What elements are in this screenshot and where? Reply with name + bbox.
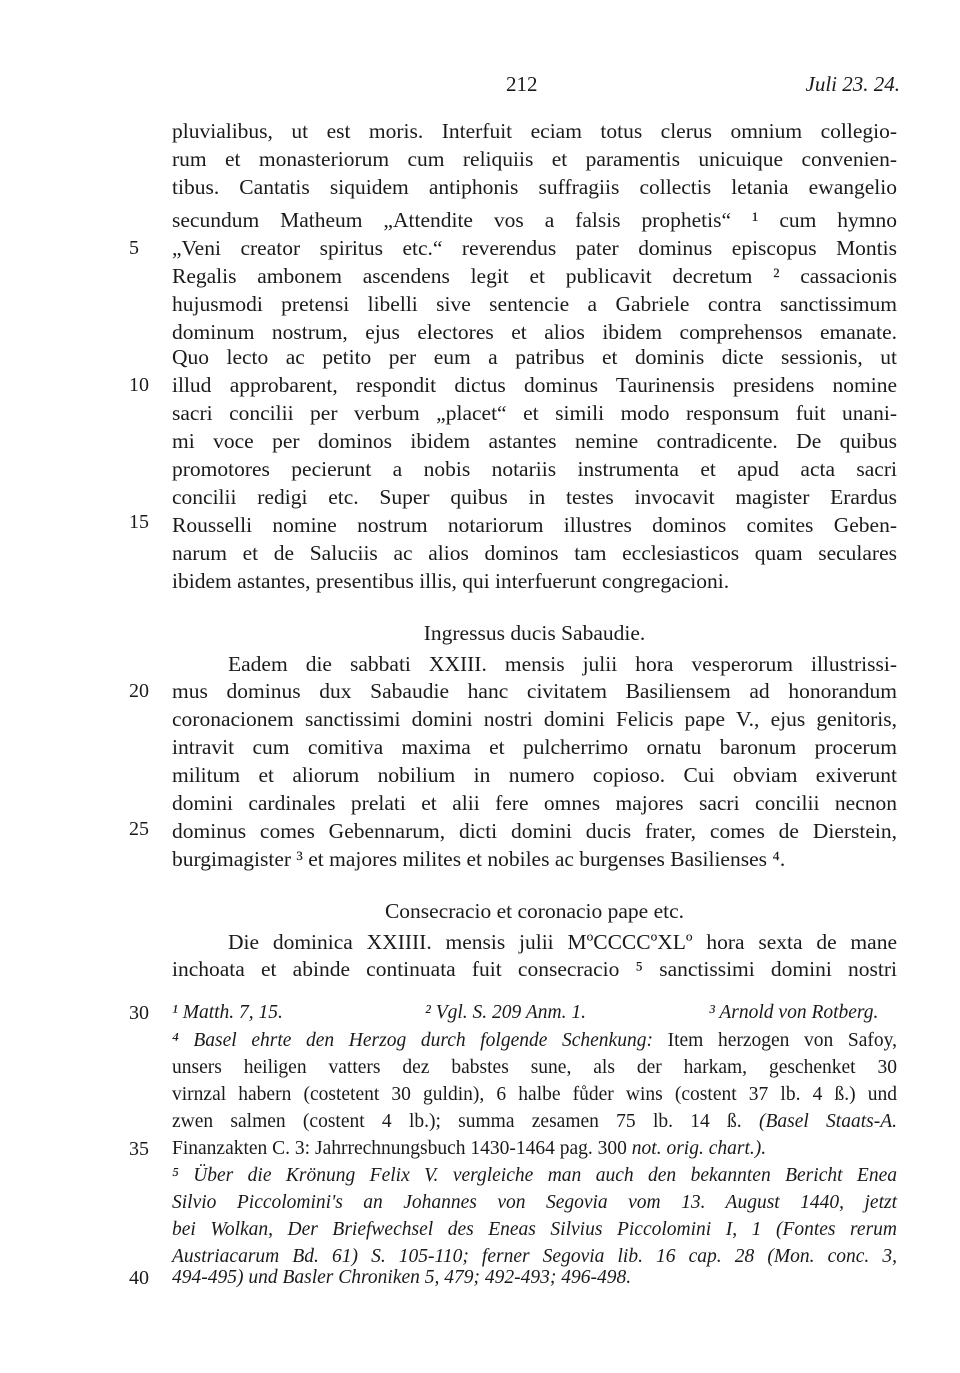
text-line: Die dominica XXIIII. mensis julii MºCCCCºXLº hora sexta de mane: [228, 930, 897, 954]
footnote-line: [172, 1135, 897, 1163]
line-number: 5: [129, 237, 139, 259]
footnote-4-source: (Basel Staats-A.: [758, 1111, 897, 1132]
text-line: ibidem astantes, presentibus illis, qui interfuerunt congregacioni.: [172, 569, 730, 593]
footnote-line: 494-495) und Basler Chroniken 5, 479; 492-493; 496-498.: [172, 1267, 632, 1288]
footnote-3: ³ Arnold von Rotberg.: [709, 1002, 879, 1023]
line-number: 25: [129, 818, 149, 840]
text-line: secundum Matheum „Attendite vos a falsis prophetis“ ¹ cum hymno: [172, 208, 897, 232]
line-number: 40: [129, 1267, 149, 1289]
text-line: Regalis ambonem ascendens legit et publicavit decretum ² cassacionis: [172, 264, 897, 288]
footnote-2: ² Vgl. S. 209 Anm. 1.: [425, 1002, 586, 1023]
text-line: dominum nostrum, ejus electores et alios ibidem comprehensos emanate.: [172, 320, 897, 344]
line-number: 10: [129, 374, 149, 396]
footnote-4-ref-end: not. orig. chart.).: [631, 1138, 767, 1159]
footnote-line: ⁵ Über die Krönung Felix V. vergleiche man auch den bekannten Bericht Enea: [172, 1165, 897, 1186]
footnote-line: [172, 1027, 897, 1055]
text-line: hujusmodi pretensi libelli sive sentencie a Gabriele contra sanctissimum: [172, 292, 897, 316]
text-line: intravit cum comitiva maxima et pulcherrimo ornatu baronum procerum: [172, 735, 897, 759]
line-number: 30: [129, 1002, 149, 1024]
text-line: concilii redigi etc. Super quibus in testes invocavit magister Erardus: [172, 485, 897, 509]
footnote-4-intro: ⁴ Basel ehrte den Herzog durch folgende Schenkung:: [172, 1030, 653, 1051]
text-line: narum et de Saluciis ac alios dominos tam ecclesiasticos quam seculares: [172, 541, 897, 565]
section-heading: Ingressus ducis Sabaudie.: [423, 621, 646, 645]
section-heading: Consecracio et coronacio pape etc.: [384, 899, 685, 923]
text-line: Rousselli nomine nostrum notariorum illustres dominos comites Geben-: [172, 513, 897, 537]
text-line: mus dominus dux Sabaudie hanc civitatem Basiliensem ad honorandum: [172, 679, 897, 703]
text-line: promotores pecierunt a nobis notariis instrumenta et apud acta sacri: [172, 457, 897, 481]
footnote-line: [172, 1108, 897, 1136]
footnote-line: unsers heiligen vatters dez babstes sune, als der harkam, geschenket 30: [172, 1057, 897, 1078]
text-line: domini cardinales prelati et alii fere omnes majores sacri concilii necnon: [172, 791, 897, 815]
text-line: pluvialibus, ut est moris. Interfuit eciam totus clerus omnium collegio-: [172, 119, 897, 143]
text-line: dominus comes Gebennarum, dicti domini ducis frater, comes de Dierstein,: [172, 819, 897, 843]
text-line: Eadem die sabbati XXIII. mensis julii hora vesperorum illustrissi-: [228, 652, 897, 676]
text-line: Quo lecto ac petito per eum a patribus et dominis dicte sessionis, ut: [172, 345, 897, 369]
text-line: sacri concilii per verbum „placet“ et simili modo responsum fuit unani-: [172, 401, 897, 425]
footnote-4-sum: zwen salmen (costent 4 lb.); summa zesamen 75 lb. 14 ß.: [172, 1111, 742, 1132]
running-head: Juli 23. 24.: [805, 72, 900, 96]
text-line: „Veni creator spiritus etc.“ reverendus pater dominus episcopus Montis: [172, 236, 897, 260]
text-line: coronacionem sanctissimi domini nostri domini Felicis pape V., ejus genitoris,: [172, 707, 897, 731]
text-line: burgimagister ³ et majores milites et nobiles ac burgenses Basilienses ⁴.: [172, 847, 786, 871]
text-line: tibus. Cantatis siquidem antiphonis suffragiis collectis letania ewangelio: [172, 175, 897, 199]
footnote-line: bei Wolkan, Der Briefwechsel des Eneas Silvius Piccolomini I, 1 (Fontes rerum: [172, 1219, 897, 1240]
footnote-1: ¹ Matth. 7, 15.: [172, 1002, 283, 1023]
line-number: 35: [129, 1138, 149, 1160]
text-line: illud approbarent, respondit dictus dominus Taurinensis presidens nomine: [172, 373, 897, 397]
text-line: inchoata et abinde continuata fuit consecracio ⁵ sanctissimi domini nostri: [172, 957, 897, 981]
text-line: militum et aliorum nobilium in numero copioso. Cui obviam exiverunt: [172, 763, 897, 787]
text-line: mi voce per dominos ibidem astantes nemine contradicente. De quibus: [172, 429, 897, 453]
footnote-4-ref: Finanzakten C. 3: Jahrrechnungsbuch 1430-1464 pag. 300: [172, 1138, 627, 1159]
line-number: 20: [129, 680, 149, 702]
text-line: rum et monasteriorum cum reliquiis et paramentis unicuique convenien-: [172, 147, 897, 171]
footnote-line: virnzal habern (costetent 30 guldin), 6 halbe fůder wins (costent 37 lb. 4 ß.) und: [172, 1084, 897, 1105]
page-number: 212: [506, 72, 538, 96]
footnote-line: Austriacarum Bd. 61) S. 105-110; ferner Segovia lib. 16 cap. 28 (Mon. conc. 3,: [172, 1246, 897, 1267]
footnote-4-quote: Item herzogen von Safoy,: [667, 1030, 898, 1051]
line-number: 15: [129, 511, 149, 533]
footnote-line: Silvio Piccolomini's an Johannes von Segovia vom 13. August 1440, jetzt: [172, 1192, 897, 1213]
